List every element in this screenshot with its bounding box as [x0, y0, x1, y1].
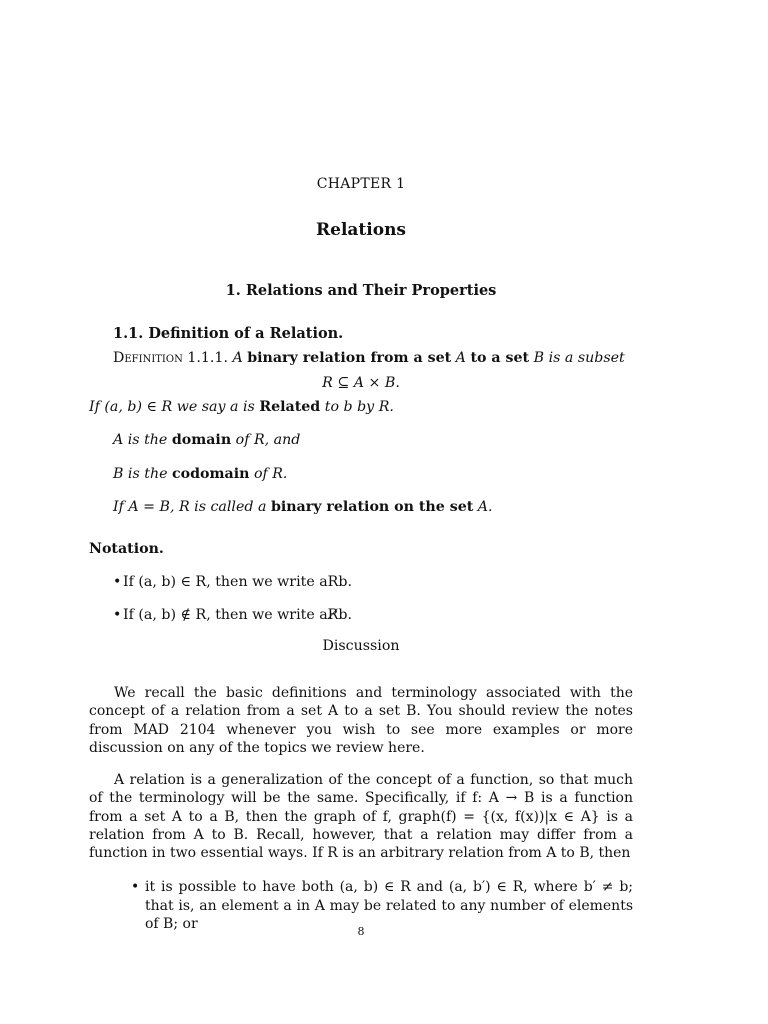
- definition-line: [113, 350, 625, 366]
- definition-bold-2: to a set: [470, 350, 530, 366]
- codomain-pre: B is the: [113, 466, 168, 482]
- bullet-icon: •: [113, 607, 122, 623]
- discussion-heading: Discussion: [322, 638, 400, 654]
- discussion-paragraph-1: [89, 684, 633, 757]
- onset-post: A.: [477, 499, 493, 515]
- definition-bold-1: binary relation from a set: [247, 350, 452, 366]
- notation-item: [113, 574, 352, 590]
- paragraph-text: A relation is a generalization of the concept of a function, so that much of the terminology will be the same. Specifically, if f: A → B is a function from a set A to a B, then the graph of f, graph(f) = {(x, f(x))|x ∈ A} is a relation from A to B. Recall, however, that a relation may differ from a function in two essential ways. If R is an arbitrary relation from A to B, then: [89, 772, 633, 862]
- notation-item-text: If (a, b) ∉ R, then we write aR̸b.: [123, 607, 352, 623]
- page-number: 8: [357, 925, 365, 938]
- chapter-title: Relations: [316, 220, 406, 240]
- codomain-line: [113, 466, 287, 482]
- domain-post: of R, and: [235, 432, 301, 448]
- related-line: [89, 399, 394, 415]
- domain-line: [113, 432, 300, 448]
- paragraph-text: We recall the basic definitions and terminology associated with the concept of a relation from a set A to a set B. You should review the notes from MAD 2104 whenever you wish to see more examples or more discussion on any of the topics we review here.: [89, 685, 633, 756]
- definition-label: Definition 1.1.1.: [113, 350, 228, 366]
- onset-bold: binary relation on the set: [270, 499, 474, 515]
- related-pre: If (a, b) ∈ R we say a is: [89, 399, 255, 415]
- bullet-icon: •: [131, 879, 140, 895]
- display-formula: R ⊆ A × B.: [322, 375, 400, 391]
- subsection-heading: 1.1. Definition of a Relation.: [113, 325, 344, 342]
- codomain-post: of R.: [253, 466, 288, 482]
- notation-item: [113, 607, 352, 623]
- bullet-text: it is possible to have both (a, b) ∈ R and (a, b′) ∈ R, where b′ ≠ b; that is, an element a in A may be related to any number of elements of B; or: [145, 879, 633, 932]
- domain-pre: A is the: [113, 432, 168, 448]
- onset-line: [113, 499, 493, 515]
- definition-var-a: A: [455, 350, 466, 366]
- definition-text-pre: A: [232, 350, 243, 366]
- chapter-label: CHAPTER 1: [316, 176, 406, 192]
- notation-item-text: If (a, b) ∈ R, then we write aRb.: [123, 574, 352, 590]
- domain-bold: domain: [171, 432, 232, 448]
- definition-var-b: B: [533, 350, 545, 366]
- codomain-bold: codomain: [172, 466, 250, 482]
- related-bold: Related: [259, 399, 321, 415]
- notation-heading-text: Notation.: [89, 541, 164, 557]
- onset-pre: If A = B, R is called a: [113, 499, 267, 515]
- related-post: to b by R.: [324, 399, 394, 415]
- discussion-paragraph-2: [89, 771, 633, 862]
- notation-heading: [89, 541, 164, 557]
- definition-text-post: is a subset: [548, 350, 625, 366]
- section-heading: 1. Relations and Their Properties: [225, 282, 497, 299]
- bullet-icon: •: [113, 574, 122, 590]
